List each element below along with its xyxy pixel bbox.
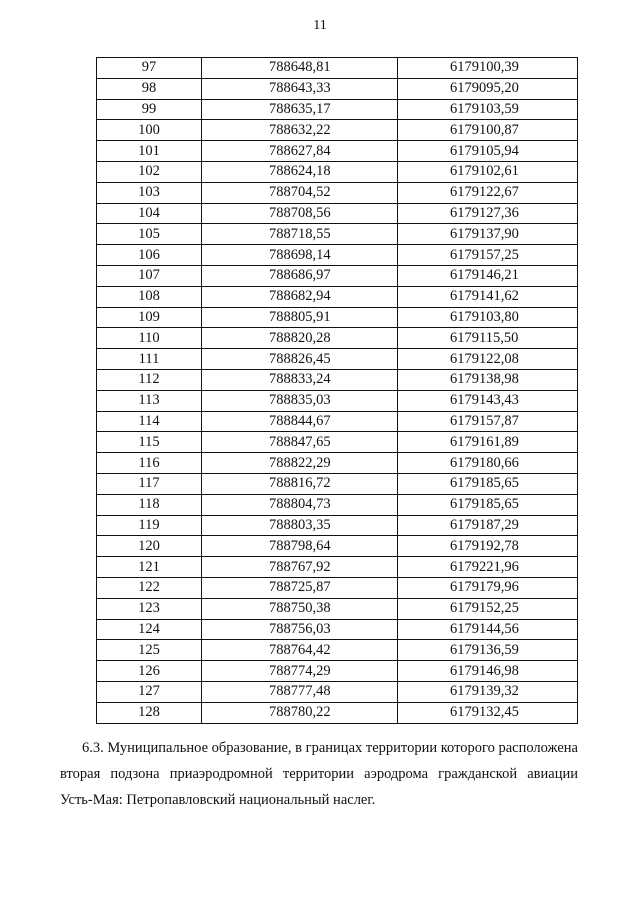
x-coordinate-cell: 788750,38 — [202, 598, 398, 619]
table-row — [97, 245, 578, 266]
point-number-cell: 124 — [97, 619, 202, 640]
y-coordinate-cell: 6179122,67 — [398, 182, 578, 203]
point-number-cell: 100 — [97, 120, 202, 141]
page-number: 11 — [313, 18, 327, 33]
point-number-cell: 109 — [97, 307, 202, 328]
table-row — [97, 349, 578, 370]
table-row — [97, 473, 578, 494]
point-number-cell: 118 — [97, 494, 202, 515]
point-number-cell: 99 — [97, 99, 202, 120]
y-coordinate-cell: 6179146,21 — [398, 265, 578, 286]
coordinates-table — [96, 57, 578, 724]
x-coordinate-cell: 788704,52 — [202, 182, 398, 203]
point-number-cell: 110 — [97, 328, 202, 349]
point-number-cell: 116 — [97, 453, 202, 474]
y-coordinate-cell: 6179115,50 — [398, 328, 578, 349]
y-coordinate-cell: 6179185,65 — [398, 494, 578, 515]
point-number-cell: 108 — [97, 286, 202, 307]
x-coordinate-cell: 788764,42 — [202, 640, 398, 661]
point-number-cell: 117 — [97, 473, 202, 494]
x-coordinate-cell: 788847,65 — [202, 432, 398, 453]
x-coordinate-cell: 788686,97 — [202, 265, 398, 286]
point-number-cell: 105 — [97, 224, 202, 245]
y-coordinate-cell: 6179095,20 — [398, 78, 578, 99]
table-row — [97, 182, 578, 203]
x-coordinate-cell: 788835,03 — [202, 390, 398, 411]
y-coordinate-cell: 6179221,96 — [398, 557, 578, 578]
x-coordinate-cell: 788627,84 — [202, 141, 398, 162]
table-row — [97, 411, 578, 432]
point-number-cell: 128 — [97, 702, 202, 723]
table-row — [97, 286, 578, 307]
table-row — [97, 432, 578, 453]
y-coordinate-cell: 6179187,29 — [398, 515, 578, 536]
x-coordinate-cell: 788774,29 — [202, 661, 398, 682]
point-number-cell: 102 — [97, 161, 202, 182]
y-coordinate-cell: 6179102,61 — [398, 161, 578, 182]
table-row — [97, 536, 578, 557]
point-number-cell: 111 — [97, 349, 202, 370]
x-coordinate-cell: 788698,14 — [202, 245, 398, 266]
table-row — [97, 328, 578, 349]
x-coordinate-cell: 788756,03 — [202, 619, 398, 640]
table-row — [97, 120, 578, 141]
x-coordinate-cell: 788803,35 — [202, 515, 398, 536]
point-number-cell: 114 — [97, 411, 202, 432]
table-row — [97, 661, 578, 682]
y-coordinate-cell: 6179122,08 — [398, 349, 578, 370]
table-row — [97, 161, 578, 182]
table-row — [97, 203, 578, 224]
point-number-cell: 120 — [97, 536, 202, 557]
table-row — [97, 141, 578, 162]
y-coordinate-cell: 6179144,56 — [398, 619, 578, 640]
coordinates-table-body — [97, 58, 578, 724]
table-row — [97, 515, 578, 536]
point-number-cell: 107 — [97, 265, 202, 286]
x-coordinate-cell: 788624,18 — [202, 161, 398, 182]
x-coordinate-cell: 788767,92 — [202, 557, 398, 578]
table-row — [97, 390, 578, 411]
point-number-cell: 101 — [97, 141, 202, 162]
x-coordinate-cell: 788820,28 — [202, 328, 398, 349]
table-row — [97, 265, 578, 286]
section-6-3-paragraph — [60, 735, 578, 813]
x-coordinate-cell: 788632,22 — [202, 120, 398, 141]
y-coordinate-cell: 6179161,89 — [398, 432, 578, 453]
table-row — [97, 619, 578, 640]
point-number-cell: 106 — [97, 245, 202, 266]
paragraph-line-2: вторая подзона приаэродромной территории аэродрома гражданской авиации — [60, 766, 578, 782]
table-row — [97, 640, 578, 661]
x-coordinate-cell: 788648,81 — [202, 58, 398, 79]
x-coordinate-cell: 788798,64 — [202, 536, 398, 557]
point-number-cell: 97 — [97, 58, 202, 79]
x-coordinate-cell: 788635,17 — [202, 99, 398, 120]
table-row — [97, 453, 578, 474]
point-number-cell: 113 — [97, 390, 202, 411]
point-number-cell: 115 — [97, 432, 202, 453]
x-coordinate-cell: 788718,55 — [202, 224, 398, 245]
x-coordinate-cell: 788805,91 — [202, 307, 398, 328]
table-row — [97, 681, 578, 702]
table-row — [97, 307, 578, 328]
y-coordinate-cell: 6179105,94 — [398, 141, 578, 162]
point-number-cell: 123 — [97, 598, 202, 619]
x-coordinate-cell: 788833,24 — [202, 369, 398, 390]
y-coordinate-cell: 6179180,66 — [398, 453, 578, 474]
table-row — [97, 557, 578, 578]
table-row — [97, 369, 578, 390]
point-number-cell: 127 — [97, 681, 202, 702]
y-coordinate-cell: 6179136,59 — [398, 640, 578, 661]
y-coordinate-cell: 6179100,87 — [398, 120, 578, 141]
point-number-cell: 126 — [97, 661, 202, 682]
y-coordinate-cell: 6179192,78 — [398, 536, 578, 557]
x-coordinate-cell: 788777,48 — [202, 681, 398, 702]
y-coordinate-cell: 6179185,65 — [398, 473, 578, 494]
table-row — [97, 702, 578, 723]
table-row — [97, 577, 578, 598]
x-coordinate-cell: 788826,45 — [202, 349, 398, 370]
point-number-cell: 119 — [97, 515, 202, 536]
table-row — [97, 99, 578, 120]
point-number-cell: 98 — [97, 78, 202, 99]
point-number-cell: 112 — [97, 369, 202, 390]
y-coordinate-cell: 6179143,43 — [398, 390, 578, 411]
point-number-cell: 122 — [97, 577, 202, 598]
y-coordinate-cell: 6179138,98 — [398, 369, 578, 390]
y-coordinate-cell: 6179132,45 — [398, 702, 578, 723]
y-coordinate-cell: 6179146,98 — [398, 661, 578, 682]
y-coordinate-cell: 6179141,62 — [398, 286, 578, 307]
paragraph-line-1: 6.3. Муниципальное образование, в границах территории которого расположена — [82, 740, 578, 756]
x-coordinate-cell: 788725,87 — [202, 577, 398, 598]
point-number-cell: 125 — [97, 640, 202, 661]
y-coordinate-cell: 6179179,96 — [398, 577, 578, 598]
y-coordinate-cell: 6179157,25 — [398, 245, 578, 266]
x-coordinate-cell: 788780,22 — [202, 702, 398, 723]
y-coordinate-cell: 6179103,59 — [398, 99, 578, 120]
point-number-cell: 121 — [97, 557, 202, 578]
x-coordinate-cell: 788816,72 — [202, 473, 398, 494]
x-coordinate-cell: 788708,56 — [202, 203, 398, 224]
table-row — [97, 598, 578, 619]
table-row — [97, 58, 578, 79]
y-coordinate-cell: 6179103,80 — [398, 307, 578, 328]
y-coordinate-cell: 6179100,39 — [398, 58, 578, 79]
paragraph-line-3: Усть-Мая: Петропавловский национальный наслег. — [60, 792, 376, 808]
x-coordinate-cell: 788643,33 — [202, 78, 398, 99]
table-row — [97, 224, 578, 245]
x-coordinate-cell: 788844,67 — [202, 411, 398, 432]
y-coordinate-cell: 6179137,90 — [398, 224, 578, 245]
table-row — [97, 494, 578, 515]
y-coordinate-cell: 6179157,87 — [398, 411, 578, 432]
point-number-cell: 103 — [97, 182, 202, 203]
x-coordinate-cell: 788804,73 — [202, 494, 398, 515]
x-coordinate-cell: 788822,29 — [202, 453, 398, 474]
y-coordinate-cell: 6179127,36 — [398, 203, 578, 224]
y-coordinate-cell: 6179139,32 — [398, 681, 578, 702]
point-number-cell: 104 — [97, 203, 202, 224]
y-coordinate-cell: 6179152,25 — [398, 598, 578, 619]
table-row — [97, 78, 578, 99]
x-coordinate-cell: 788682,94 — [202, 286, 398, 307]
